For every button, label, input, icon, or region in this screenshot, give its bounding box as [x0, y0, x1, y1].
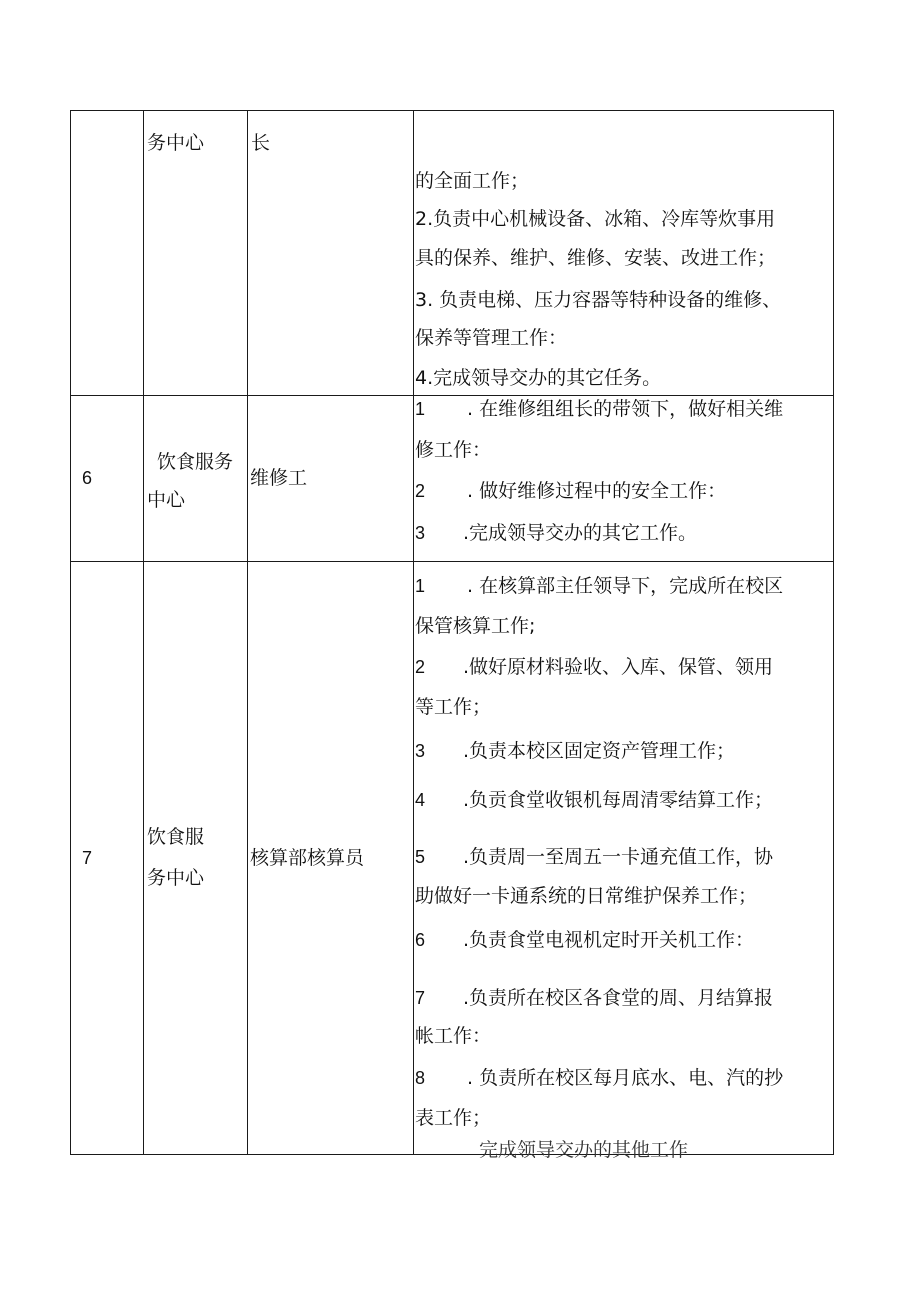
duty-number: 4: [415, 790, 426, 810]
duty-number: 3: [415, 741, 426, 761]
department-cell: 饮食服: [147, 826, 205, 848]
duty-line: 4.完成领导交办的其它任务。: [415, 367, 662, 389]
department-cell: 务中心: [147, 132, 205, 154]
duty-text: .做好原材料验收、入库、保管、领用: [463, 656, 774, 678]
duty-line: 具的保养、维护、维修、安装、改进工作；: [415, 247, 777, 269]
duty-line: 的全面工作；: [415, 170, 530, 192]
row-divider: [70, 561, 834, 562]
duty-text: .负责食堂电视机定时开关机工作：: [463, 929, 755, 951]
duty-text: . 做好维修过程中的安全工作：: [467, 480, 727, 502]
duty-number: 2: [415, 481, 426, 501]
duty-text: .负责周一至周五一卡通充值工作，协: [463, 846, 774, 868]
table-border-right: [833, 110, 834, 1155]
duty-text: .完成领导交办的其它工作。: [463, 522, 698, 544]
position-cell: 核算部核算员: [250, 847, 365, 869]
table-border-left: [70, 110, 71, 1155]
duty-text: .负责所在校区各食堂的周、月结算报: [463, 987, 774, 1009]
duty-text: 助做好一卡通系统的日常维护保养工作；: [415, 885, 758, 907]
duty-text: 等工作；: [415, 696, 492, 718]
duty-number: 5: [415, 847, 426, 867]
table-border-top: [70, 110, 834, 111]
duty-number: 2: [415, 657, 426, 677]
duty-line: 2.负责中心机械设备、冰箱、冷库等炊事用: [415, 208, 776, 230]
duty-text: . 在维修组组长的带领下，做好相关维: [467, 398, 784, 420]
department-cell: 务中心: [147, 867, 205, 889]
column-divider: [413, 110, 414, 1155]
duty-text: 表工作；: [415, 1107, 492, 1129]
duty-number: 1: [415, 576, 426, 596]
department-cell: 中心: [147, 489, 186, 511]
duty-number: 7: [415, 988, 426, 1008]
table-border-bottom: [70, 1154, 834, 1155]
duty-line: 保养等管理工作：: [415, 327, 568, 349]
duty-number: 6: [415, 930, 426, 950]
duty-text: .负责本校区固定资产管理工作；: [463, 740, 736, 762]
duty-text: 帐工作：: [415, 1025, 492, 1047]
duty-number: 1: [415, 399, 426, 419]
duty-text: .负贡食堂收银机每周清零结算工作；: [463, 789, 774, 811]
position-cell: 长: [251, 132, 271, 154]
position-cell: 维修工: [250, 467, 308, 489]
column-divider: [247, 110, 248, 1155]
duty-number: 3: [415, 523, 426, 543]
cut-off-duty-line: [415, 1139, 833, 1161]
row-number: 7: [82, 848, 93, 868]
duty-text: . 在核算部主任领导下，完成所在校区: [467, 575, 784, 597]
column-divider: [143, 110, 144, 1155]
department-cell: 饮食服务: [157, 451, 234, 473]
duty-line: 3. 负责电梯、压力容器等特种设备的维修、: [415, 289, 782, 311]
duty-text: 修工作：: [415, 439, 492, 461]
cut-off-text: 完成领导交办的其他工作: [479, 1139, 689, 1161]
duty-text: 保管核算工作;: [415, 615, 536, 637]
duty-number: 8: [415, 1068, 426, 1088]
row-number: 6: [82, 468, 93, 488]
duty-text: . 负责所在校区每月底水、电、汽的抄: [467, 1067, 784, 1089]
